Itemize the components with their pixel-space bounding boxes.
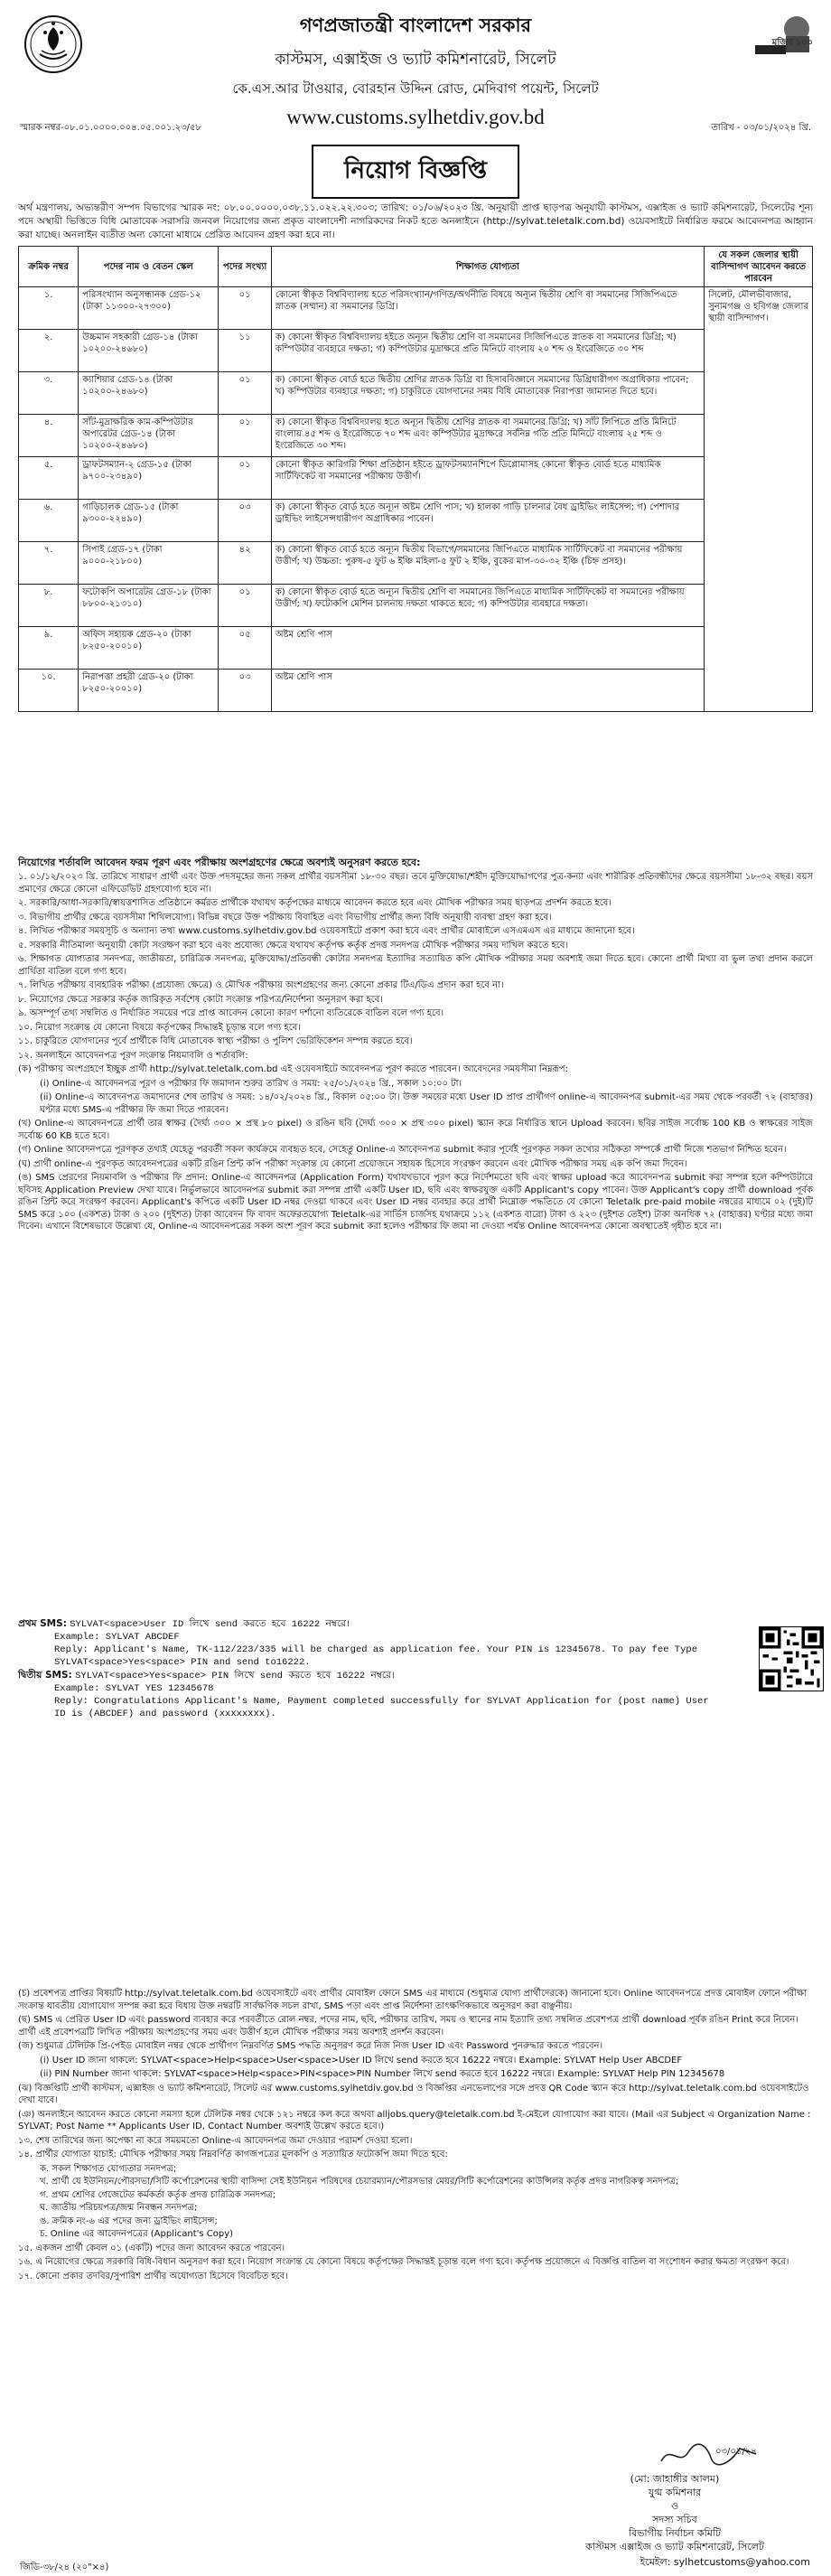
- conditions-title: নিয়োগের শর্তাবলি আবেদন ফরম পূরণ এবং পরীক্ষায় অংশগ্রহণের ক্ষেত্রে অবশ্যই অনুসরণ করতে হবে:: [18, 857, 421, 868]
- row-serial: ৫.: [19, 457, 79, 500]
- table-header-row: [19, 247, 813, 287]
- mujib-100-logo: [752, 9, 815, 60]
- office-address: কে.এস.আর টাওয়ার, বোরহান উদ্দিন রোড, মেদিবাগ পয়েন্ট, সিলেট: [232, 80, 599, 97]
- document-item: খ. প্রার্থী যে ইউনিয়ন/পৌরসভা/সিটি কর্পোরেশনের স্থায়ী বাসিন্দা সেই ইউনিয়ন পরিষদের চেয়ারম্যান/পৌরসভার মেয়র/সিটি কর্পোরেশনের কাউন্সিলর কর্তৃক প্রদত্ত নাগরিকত্ব সনদপত্র;: [40, 2177, 679, 2187]
- row-serial: ৮.: [19, 585, 79, 627]
- row-qualification: ক) কোনো স্বীকৃত বোর্ড হতে অন্যূন দ্বিতীয় শ্রেণি বা সমমানের জিপিএতে মাধ্যমিক সার্টিফিকেট বা সমমানের পরীক্ষায় উত্তীর্ণ; খ) ফটোকপি মেশিন চালনায় দক্ষতা থাকতে হবে; গ) কম্পিউটার ব্যবহারে দক্ষতা।: [271, 585, 704, 627]
- footer-code: জিডি-৩৮/২৪ (২০"×৪): [20, 2562, 109, 2572]
- col-post: পদের নাম ও বেতন স্কেল: [79, 247, 219, 287]
- document-item: ঘ. জাতীয় পরিচয়পত্র/জন্ম নিবন্ধন সনদপত্র;: [40, 2203, 198, 2213]
- condition-item: ১১. চাকুরিতে যোগদানের পূর্বে প্রার্থীকে বিধি মোতাবেক স্বাস্থ্য পরীক্ষা ও পুলিশ ভেরিফিকেশন সম্পন্ন করতে হবে।: [18, 1036, 413, 1046]
- signatory-name: (মো: জাহাঙ্গীর আলম): [630, 2473, 720, 2485]
- row-qualification: কোনো স্বীকৃত কারিগরি শিক্ষা প্রতিষ্ঠান হইতে ড্রাফটসম্যানশিপে ডিপ্লোমাসহ কোনো স্বীকৃত বোর্ড হতে মাধ্যমিক সার্টিফিকেট বা সমমানের পরীক্ষায় উত্তীর্ণ।: [271, 457, 704, 500]
- condition-item: ১৫. একজন প্রার্থী কেবল ০১ (একটি) পদের জন্য আবেদন করতে পারবেন।: [18, 2243, 285, 2253]
- signatory-role: সদস্য সচিব: [652, 2514, 697, 2525]
- first-sms-reply: Reply: Applicant's Name, TK-112/223/335 will be charged as application fee. Your PIN is 12345678. To pay fee Type SYLVAT<space>Yes<space> PIN and send to16222.: [54, 1644, 698, 1668]
- condition-item: (ঝ) বিজ্ঞপ্তিটি প্রার্থী কাস্টমস, এক্সাইজ ও ভ্যাট কমিশনারেট, সিলেট এর www.customs.sylhetdiv.gov.bd ও বিজ্ঞপ্তির এনভেলাপের সঙ্গে প্রদত্ত QR Code স্ক্যান করে http://sylvat.teletalk.com.bd ওয়েবসাইটেও দেখা যাবে।: [18, 2083, 809, 2105]
- row-qualification: ক) কোনো স্বীকৃত বোর্ড হতে অন্যূন অষ্টম শ্রেণি পাস; খ) হালকা গাড়ি চালনার বৈধ ড্রাইভিং লাইসেন্স; গ) পেশাদার ড্রাইভিং লাইসেন্সধারীগণ অগ্রাধিকার পাবেন।: [271, 500, 704, 542]
- row-count: ০৫: [219, 627, 271, 670]
- row-serial: ৬.: [19, 500, 79, 542]
- row-count: ০৩: [219, 670, 271, 712]
- document-item: ঙ. ক্রমিক নং-৬ এর পদের জন্য ড্রাইভিং লাইসেন্স;: [40, 2215, 218, 2226]
- qr-code-icon[interactable]: [759, 1626, 824, 1691]
- table-row: [19, 542, 813, 585]
- table-row: [19, 372, 813, 415]
- condition-item: ৪. লিখিত পরীক্ষার সময়সূচি ও অন্যান্য তথ্য www.customs.sylhetdiv.gov.bd ওয়েবসাইটে প্রকাশ করা হবে এবং প্রার্থীর মোবাইলে এসএমএস এর মাধ্যমে জানানো হবে।: [18, 926, 635, 936]
- row-post: ফটোকপি অপারেটর গ্রেড-১৮ (টাকা ৮৮০০-২১৩১০): [79, 585, 219, 627]
- row-serial: ১.: [19, 287, 79, 330]
- condition-item: ৩. বিভাগীয় প্রার্থীর ক্ষেত্রে বয়সসীমা শিথিলযোগ্য। বিভিন্ন বছরে উক্ত পরীক্ষায় বিবাহিত এবং বিভাগীয় প্রার্থীর জন্য বিধি অনুযায়ী ব্যবস্থা গ্রহণ করা হবে।: [18, 912, 552, 923]
- condition-item: (চ) প্রবেশপত্র প্রাপ্তির বিষয়টি http://sylvat.teletalk.com.bd ওয়েবসাইটে এবং প্রার্থীর মোবাইল ফোনে SMS এর মাধ্যমে (শুধুমাত্র যোগ্য প্রার্থীদেরকে) জানানো হবে। Online আবেদনপত্রে প্রদত্ত মোবাইল ফোনে পরীক্ষা সংক্রান্ত যাবতীয় যোগাযোগ সম্পন্ন করা হবে বিধায় উক্ত নম্বরটি সার্বক্ষণিক সচল রাখা, SMS পড়া এবং প্রাপ্ত নির্দেশনা তাৎক্ষণিকভাবে অনুসরণ করা বাঞ্ছনীয়।: [18, 1989, 808, 2011]
- row-count: ১১: [219, 330, 271, 372]
- condition-item: (ঘ) প্রার্থী online-এ পূরণকৃত আবেদনপত্রের একটি রঙিন প্রিন্ট কপি পরীক্ষা সংক্রান্ত যে কোনো প্রয়োজনে সহায়ক হিসেবে সংরক্ষণ করবেন এবং মৌখিক পরীক্ষার সময় এক কপি জমা দিবেন।: [18, 1158, 687, 1169]
- condition-item: ২. সরকারি/আধা-সরকারি/স্বায়ত্তশাসিত প্রতিষ্ঠানে কর্মরত প্রার্থীকে যথাযথ কর্তৃপক্ষের মাধ্যমে আবেদন করতে হবে এবং মৌখিক পরীক্ষার সময় ছাড়পত্র প্রদর্শন করতে হবে।: [18, 898, 612, 908]
- sms-instructions: [18, 1617, 721, 1720]
- signature-block: [539, 2440, 810, 2569]
- row-districts: সিলেট, মৌলভীবাজার, সুনামগঞ্জ ও হবিগঞ্জ জেলার স্থায়ী বাসিন্দাগণ।: [705, 287, 813, 712]
- first-sms-example: Example: SYLVAT ABCDEF: [54, 1632, 180, 1643]
- row-qualification: ক) কোনো স্বীকৃত বিশ্ববিদ্যালয় হইতে অন্যূন দ্বিতীয় শ্রেণি বা সমমানের সিজিপিএতে স্নাতক বা সমমানের ডিগ্রি; খ) কম্পিউটার ব্যবহারে দক্ষতা; গ) কম্পিউটার মুদ্রাক্ষরে প্রতি মিনিটে বাংলায় ২০ শব্দ ও ইংরেজিতে ৩০ শব্দ: [271, 330, 704, 372]
- signatory-committee: বিভাগীয় নির্বাচন কমিটি: [628, 2527, 722, 2539]
- col-qualification: শিক্ষাগত যোগ্যতা: [271, 247, 704, 287]
- condition-item: (ছ) SMS এ প্রেরিত User ID এবং password ব্যবহার করে পরবর্তীতে রোল নম্বর, পদের নাম, ছবি, পরীক্ষার তারিখ, সময় ও স্থানের নাম ইত্যাদি তথ্য সম্বলিত প্রবেশপত্র প্রার্থী download পূর্বক রঙিন Print করে নিবেন। প্রার্থী এই প্রবেশপত্রটি লিখিত পরীক্ষায় অংশগ্রহণের সময় এবং উত্তীর্ণ হলে মৌখিক পরীক্ষার সময় অবশ্যই প্রদর্শন করবেন।: [18, 2015, 798, 2037]
- row-post: ড্রাফটসম্যান-২ গ্রেড-১৫ (টাকা ৯৭০০-২৩৪৯০): [79, 457, 219, 500]
- row-count: ০৩: [219, 500, 271, 542]
- logo-100-text: মুজিব ১০০: [771, 38, 813, 48]
- additional-conditions: [18, 1988, 813, 2284]
- condition-item: ১০. নিয়োগ সংক্রান্ত যে কোনো বিষয়ে কর্তৃপক্ষের সিদ্ধান্তই চূড়ান্ত বলে গণ্য হবে।: [18, 1022, 301, 1033]
- intro-paragraph: অর্থ মন্ত্রণালয়, অভ্যন্তরীণ সম্পদ বিভাগের স্মারক নং: ০৮.০০.০০০০.০৩৮.১১.০২২.২২.৩০৩; তারিখ: ০১/০৬/২০২৩ খ্রি. অনুযায়ী প্রাপ্ত ছাড়পত্র অনুযায়ী কাস্টমস, এক্সাইজ ও ভ্যাট কমিশনারেট, সিলেটের শূন্য পদে অস্থায়ী ভিত্তিতে বিধি মোতাবেক সরাসরি জনবল নিয়োগের জন্য প্রকৃত বাংলাদেশী নাগরিকদের নিকট হতে অনলাইনে (http://sylvat.teletalk.com.bd) ওয়েবসাইটে নির্ধারিত ফরমে আবেদনপত্র আহ্বান করা যাচ্ছে। অনলাইন ব্যতীত অন্য কোনো মাধ্যমে প্রেরিত আবেদন গ্রহণ করা হবে না।: [18, 202, 813, 240]
- table-row: [19, 500, 813, 542]
- government-name: গণপ্রজাতন্ত্রী বাংলাদেশ সরকার: [299, 14, 532, 36]
- condition-item: (গ) Online আবেদনপত্রে পূরণকৃত তথ্যই যেহেতু পরবর্তী সকল কার্যক্রমে ব্যবহৃত হবে, সেহেতু Online-এ আবেদনপত্র submit করার পূর্বেই পূরণকৃত সকল তথ্যের সঠিকতা সম্পর্কে প্রার্থী নিজে শতভাগ নিশ্চিত হবেন।: [18, 1145, 787, 1155]
- table-row: [19, 585, 813, 627]
- table-row: [19, 627, 813, 670]
- row-post: পরিসংখ্যান অনুসন্ধানক গ্রেড-১২ (টাকা ১১৩০০-২৭৩০০): [79, 287, 219, 330]
- row-serial: ২.: [19, 330, 79, 372]
- row-serial: ১০.: [19, 670, 79, 712]
- table-row: [19, 330, 813, 372]
- row-post: উচ্চমান সহকারী গ্রেড-১৪ (টাকা ১০২০০-২৪৬৮০): [79, 330, 219, 372]
- memo-line: [20, 121, 811, 136]
- office-name: কাস্টমস, এক্সাইজ ও ভ্যাট কমিশনারেট, সিলেট: [275, 51, 556, 69]
- first-sms-label: প্রথম SMS:: [18, 1618, 67, 1629]
- row-post: সাঁট-মুদ্রাক্ষরিক কাম-কম্পিউটার অপারেটর গ্রেড-১৪ (টাকা ১০২০০-২৪৬৮০): [79, 415, 219, 457]
- condition-item: (জ) শুধুমাত্র টেলিটক প্রি-পেইড মোবাইল নম্বর থেকে প্রার্থীগণ নিম্নবর্ণিত SMS পদ্ধতি অনুসরণ করে নিজ নিজ User ID এবং Password পুনরুদ্ধার করতে পারবেন।: [18, 2041, 603, 2051]
- document-item: ক. সকল শিক্ষাগত যোগ্যতার সনদপত্র;: [40, 2163, 177, 2174]
- signature-date: ০৩/০১/২৪: [715, 2447, 757, 2457]
- memo-number: স্মারক নম্বর-০৮.০১.০০০০.০০৪.০৫.০০১.২৩/৫৮: [20, 123, 201, 133]
- condition-item: ৭. লিখিত পরীক্ষায় ব্যবহারিক পরীক্ষা (প্রযোজ্য ক্ষেত্রে) ও মৌখিক পরীক্ষায় অংশগ্রহণের জন্য কোনো প্রকার টিএ/ডিএ প্রদান করা হবে না।: [18, 980, 504, 990]
- row-serial: ৯.: [19, 627, 79, 670]
- memo-date: তারিখ - ০৩/০১/২০২৪ খ্রি.: [711, 123, 811, 133]
- row-qualification: ক) কোনো স্বীকৃত বোর্ড হতে অন্যূন দ্বিতীয় বিভাগে/সমমানের জিপিএতে মাধ্যমিক সার্টিফিকেট বা সমমানের পরীক্ষায় উত্তীর্ণ; খ) উচ্চতা: পুরুষ-৫ ফুট ৬ ইঞ্চি মহিলা-৫ ফুট ২ ইঞ্চি, বুকের মাপ-৩০-৩২ ইঞ্চি (চিহ্ন প্রসহ)।: [271, 542, 704, 585]
- posts-table: [18, 246, 813, 712]
- row-count: ০১: [219, 287, 271, 330]
- government-emblem: [23, 14, 83, 74]
- col-count: পদের সংখ্যা: [219, 247, 271, 287]
- table-row: [19, 287, 813, 330]
- condition-item: ১৪. প্রার্থীর যোগ্যতা যাচাই: মৌখিক পরীক্ষার সময় নিম্নবর্ণিত কাগজপত্রের মূলকপি ও সত্যায়িত ফটোকপি জমা দিতে হবে:: [18, 2150, 448, 2159]
- row-post: সিপাই গ্রেড-১৭ (টাকা ৯০০০-২১৮০০): [79, 542, 219, 585]
- condition-item: ১৭. কোনো প্রকার তদবির/সুপারিশ প্রার্থীর অযোগ্যতা হিসেবে বিবেচিত হবে।: [18, 2271, 288, 2281]
- condition-item: ৮. নিয়োগের ক্ষেত্রে সরকার কর্তৃক জারিকৃত সর্বশেষ কোটা সংক্রান্ত পরিপত্র/নির্দেশনা অনুসরণ করা হবে।: [18, 994, 383, 1005]
- row-count: ০১: [219, 457, 271, 500]
- header: [11, 0, 820, 131]
- first-sms-format: SYLVAT<space>User ID লিখে send করতে হবে 16222 নম্বরে।: [70, 1619, 350, 1630]
- condition-item: ৯. অসম্পূর্ণ তথ্য সম্বলিত ও নির্ধারিত সময়ের পরে প্রাপ্ত আবেদন কোনো কারণ দর্শানো ব্যতিরেকে বাতিল বলে গণ্য হবে।: [18, 1008, 444, 1018]
- condition-item: (ঞ) অনলাইনে আবেদন করতে কোনো সমস্যা হলে টেলিটক নম্বর থেকে ১২১ নম্বরে কল করে অথবা alljobs.query@teletalk.com.bd ই-মেইলে যোগাযোগ করা যাবে। (Mail এর Subject এ Organization Name : SYLVAT; Post Name ** Applicants User ID, Contact Number অবশ্যই উল্লেখ করতে হবে।): [18, 2109, 811, 2131]
- condition-item: ৬. শিক্ষাগত যোগ্যতার সনদপত্র, জাতীয়তা, চারিত্রিক সনদপত্র, মুক্তিযোদ্ধা/প্রতিবন্ধী কোটার সনদপত্র ইত্যাদির সত্যায়িত কপি মৌখিক পরীক্ষার সময় অবশ্যই জমা দিতে হবে। কোনো প্রার্থী মিথ্যা বা ভুল তথ্য প্রদান করলে প্রার্থিতা বাতিল বলে গণ্য হবে।: [18, 954, 813, 977]
- condition-item: (i) User ID জানা থাকলে: SYLVAT<space>Help<space>User<space>User ID লিখে send করতে হবে 16222 নম্বরে। Example: SYLVAT Help User ABCDEF: [40, 2055, 683, 2065]
- row-qualification: ক) কোনো স্বীকৃত বোর্ড হতে দ্বিতীয় শ্রেণির স্নাতক ডিগ্রি বা হিসাববিজ্ঞানে সমমানের ডিগ্রিধারীগণ অগ্রাধিকার পাবেন; খ) কম্পিউটার ব্যবহারে দক্ষতা; গ) চাকুরিতে যোগদানের সময় বিধি মোতাবেক নিরাপত্তা জামানত দিতে হবে।: [271, 372, 704, 415]
- condition-item: (ঙ) SMS প্রেরণের নিয়মাবলি ও পরীক্ষার ফি প্রদান: Online-এ আবেদনপত্র (Application Form) যথাযথভাবে পূরণ করে নির্দেশমতো ছবি এবং স্বাক্ষর upload করে আবেদনপত্র submit করা সম্পন্ন হলে কম্পিউটারে ছবিসহ Application Preview দেখা যাবে। নির্ভুলভাবে আবেদনপত্র submit করা সম্পন্ন প্রার্থী একটি User ID, ছবি এবং স্বাক্ষরযুক্ত একটি Applicant's copy পাবেন। উক্ত Applicant's copy প্রার্থী download পূর্বক রঙিন প্রিন্ট করে সংরক্ষণ করবেন। Applicant's কপিতে একটি User ID নম্বর দেওয়া থাকবে এবং User ID নম্বর ব্যবহার করে প্রার্থী নিম্নোক্ত পদ্ধতিতে যে কোনো Teletalk pre-paid mobile নম্বরের মাধ্যমে ০২ (দুই)টি SMS করে ১০০ (একশত) টাকা ও ২০০ (দুইশত) টাকা আবেদন ফি বাবদ অফেরতযোগ্য Teletalk-এর সার্ভিস চার্জসহ যথাক্রমে ১১২ (একশত বারো) টাকা ও ২২৩ (দুইশত তেইশ) টাকা অনধিক ৭২ (বাহাত্তর) ঘণ্টার মধ্যে জমা দিবেন। এখানে বিশেষভাবে উল্লেখ্য যে, Online-এ আবেদনপত্রের সকল অংশ পূরণ করে submit করা হলেও পরীক্ষার ফি জমা না দেওয়া পর্যন্ত Online আবেদনপত্র কোনো অবস্থাতেই গৃহীত হবে না।: [18, 1173, 813, 1232]
- table-row: [19, 457, 813, 500]
- row-qualification: অষ্টম শ্রেণি পাস: [271, 670, 704, 712]
- signatory-connector: ও: [670, 2500, 679, 2512]
- row-count: ০১: [219, 415, 271, 457]
- signatory-office: কাস্টমস এক্সাইজ ও ভ্যাট কমিশনারেট, সিলেট: [585, 2541, 764, 2553]
- condition-item: ৫. সরকারি নীতিমালা অনুযায়ী কোটা সংরক্ষণ করা হবে এবং প্রযোজ্য ক্ষেত্রে যথাযথ কর্তৃপক্ষ কর্তৃক প্রদত্ত সনদপত্র মৌখিক পরীক্ষার সময় দাখিল করতে হবে।: [18, 940, 569, 951]
- row-post: অফিস সহায়ক গ্রেড-২০ (টাকা ৮২৫০-২০০১০): [79, 627, 219, 670]
- row-count: ০১: [219, 585, 271, 627]
- condition-item: (ক) পরীক্ষায় অংশগ্রহণে ইচ্ছুক প্রার্থী http://sylvat.teletalk.com.bd এই ওয়েবসাইটে আবেদনপত্র পূরণ করতে পারবেন। আবেদনের সময়সীমা নিম্নরূপ:: [18, 1064, 568, 1074]
- row-qualification: কোনো স্বীকৃত বিশ্ববিদ্যালয় হতে পরিসংখ্যান/গণিত/অর্থনীতি বিষয়ে অন্যূন দ্বিতীয় শ্রেণি বা সমমানের সিজিপিএতে স্নাতক (সম্মান) বা সমমানের ডিগ্রি।: [271, 287, 704, 330]
- second-sms-label: দ্বিতীয় SMS:: [18, 1670, 72, 1681]
- condition-item: ১. ০১/১২/২০২৩ খ্রি. তারিখে সাধারণ প্রার্থী এবং উক্ত পদসমূহের জন্য সকল প্রার্থীর বয়সসীমা ১৮-৩০ বছর। তবে মুক্তিযোদ্ধা/শহীদ মুক্তিযোদ্ধাগণের পুত্র-কন্যা এবং শারীরিক প্রতিবন্ধীদের ক্ষেত্রে বয়সসীমা ১৮-৩২ বছর। বয়স প্রমাণের ক্ষেত্রে কোনো এফিডেভিট গ্রহণযোগ্য হবে না।: [18, 872, 813, 895]
- signatory-designation: যুগ্ম কমিশনার: [648, 2487, 702, 2498]
- document-item: চ. Online এর আবেদনপত্রের (Applicant's Copy): [40, 2229, 234, 2239]
- row-serial: ৩.: [19, 372, 79, 415]
- row-serial: ৪.: [19, 415, 79, 457]
- condition-item: ১৩. শেষ তারিখের জন্য অপেক্ষা না করে সময়মতো Online-এ আবেদনপত্র জমা দেওয়ার পরামর্শ দেওয়া হলো।: [18, 2135, 413, 2146]
- row-post: গাড়িচালক গ্রেড-১৫ (টাকা ৯৩০০-২২৪৯০): [79, 500, 219, 542]
- table-row: [19, 415, 813, 457]
- row-qualification: অষ্টম শ্রেণি পাস: [271, 627, 704, 670]
- col-districts: যে সকল জেলার স্থায়ী বাসিন্দাগণ আবেদন করতে পারবেন: [705, 247, 813, 287]
- row-qualification: ক) কোনো স্বীকৃত বিশ্ববিদ্যালয় হতে অন্যূন দ্বিতীয় শ্রেণির স্নাতক বা সমমানের ডিগ্রি; খ) সাঁট লিপিতে প্রতি মিনিটে বাংলায় ৪৫ শব্দ ও ইংরেজিতে ৭০ শব্দ এবং কম্পিউটার মুদ্রাক্ষরে সর্বনিম্ন গতি প্রতি মিনিটে বাংলায় ২৫ শব্দ ও ইংরেজিতে ৩০ শব্দ।: [271, 415, 704, 457]
- document-item: গ. প্রথম শ্রেণির গেজেটেড কর্মকর্তা কর্তৃক প্রদত্ত চারিত্রিক সনদপত্র;: [40, 2189, 276, 2200]
- table-row: [19, 670, 813, 712]
- row-count: ৪২: [219, 542, 271, 585]
- notice-page: [11, 0, 820, 2575]
- row-post: ক্যাশিয়ার গ্রেড-১৪ (টাকা ১০২০০-২৪৬৮০): [79, 372, 219, 415]
- condition-item: (ii) Online-এ আবেদনপত্র জমাদানের শেষ তারিখ ও সময়: ১৪/০২/২০২৪ খ্রি., বিকাল ০৫:০০ টা। উক্ত সময়ের মধ্যে User ID প্রাপ্ত প্রার্থীগণ online-এ আবেদনপত্র submit-এর সময় থেকে পরবর্তী ৭২ (বাহাত্তর) ঘণ্টার মধ্যে SMS-এ পরীক্ষার ফি জমা দিতে পারবেন।: [40, 1092, 813, 1115]
- second-sms-format: SYLVAT<space>Yes<space> PIN লিখে send করতে হবে 16222 নম্বরে।: [75, 1671, 395, 1681]
- second-sms-reply: Reply: Congratulations Applicant's Name, Payment completed successfully for SYLVAT Application for (post name) User ID is (ABCDEF) and password (xxxxxxxx).: [54, 1696, 709, 1719]
- condition-item: ১২. অনলাইনে আবেদনপত্র পূরণ সংক্রান্ত নিয়মাবলি ও শর্তাবলি:: [18, 1050, 248, 1061]
- condition-item: (খ) Online-এ আবেদনপত্রে প্রার্থী তার স্বাক্ষর (দৈর্ঘ্য ৩০০ × প্রস্থ ৮০ pixel) ও রঙিন ছবি (দৈর্ঘ্য ৩০০ × প্রস্থ ৩০০ pixel) স্ক্যান করে নির্ধারিত স্থানে Upload করবেন। ছবির সাইজ সর্বোচ্চ 100 KB ও স্বাক্ষরের সাইজ সর্বোচ্চ 60 KB হতে হবে।: [18, 1119, 813, 1141]
- row-count: ০১: [219, 372, 271, 415]
- condition-item: (i) Online-এ আবেদনপত্র পূরণ ও পরীক্ষার ফি জমাদান শুরুর তারিখ ও সময়: ২৫/০১/২০২৪ খ্রি., সকাল ১০:০০ টা।: [40, 1078, 462, 1089]
- row-post: নিরাপত্তা প্রহরী গ্রেড-২০ (টাকা ৮২৫০-২০০১০): [79, 670, 219, 712]
- website-link[interactable]: www.customs.sylhetdiv.gov.bd: [286, 106, 545, 128]
- contact-email[interactable]: ইমেইল: sylhetcustoms@yahoo.com: [640, 2556, 810, 2568]
- notice-title: নিয়োগ বিজ্ঞপ্তি: [312, 145, 519, 199]
- condition-item: ১৬. এ নিয়োগের ক্ষেত্রে সরকারি বিধি-বিধান অনুসরণ করা হবে। নিয়োগ সংক্রান্ত যে কোনো বিষয়ে কর্তৃপক্ষের সিদ্ধান্তই চূড়ান্ত বলে গণ্য হবে। কর্তৃপক্ষ প্রয়োজনে এ বিজ্ঞপ্তি বাতিল বা সংশোধন করার ক্ষমতা সংরক্ষণ করে।: [18, 2257, 789, 2267]
- second-sms-example: Example: SYLVAT YES 12345678: [54, 1683, 214, 1694]
- condition-item: (ii) PIN Number জানা থাকলে: SYLVAT<space>Help<space>PIN<space>PIN Number লিখে send করতে হবে 16222 নম্বরে। Example: SYLVAT Help PIN 12345678: [40, 2069, 725, 2079]
- row-serial: ৭.: [19, 542, 79, 585]
- col-serial: ক্রমিক নম্বর: [19, 247, 79, 287]
